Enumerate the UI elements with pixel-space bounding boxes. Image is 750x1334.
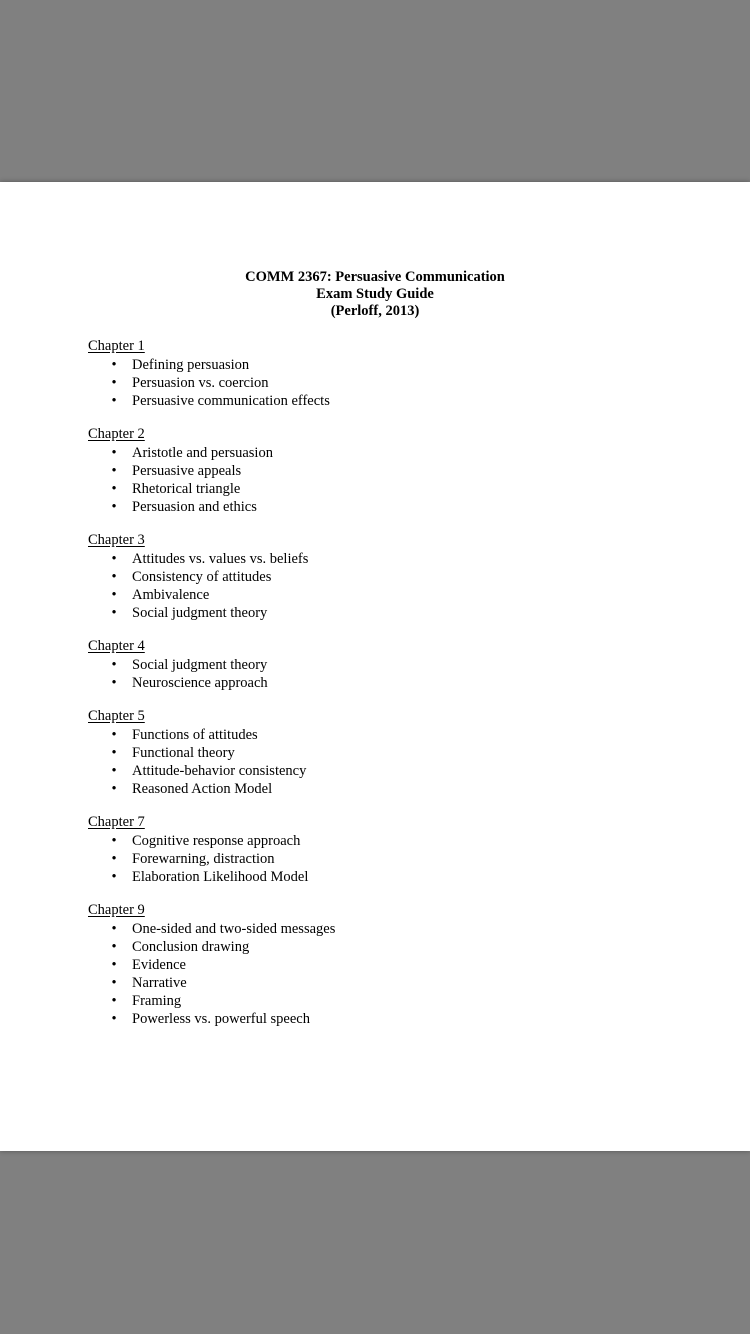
list-item (88, 938, 688, 956)
list-item (88, 568, 688, 586)
list-item (88, 762, 688, 780)
topic-text: Forewarning, distraction (132, 851, 275, 867)
bullet-icon: • (111, 939, 117, 955)
citation: (Perloff, 2013) (330, 303, 420, 319)
list-item (88, 374, 688, 392)
list-item (88, 920, 688, 938)
bullet-icon: • (111, 657, 117, 673)
list-item (88, 832, 688, 850)
list-item (88, 868, 688, 886)
chapter-section (88, 532, 688, 622)
topic-text: Narrative (132, 975, 187, 991)
guide-title: Exam Study Guide (316, 286, 434, 302)
chapter-heading: Chapter 4 (88, 638, 145, 654)
topic-text: Rhetorical triangle (132, 481, 241, 497)
course-title: COMM 2367: Persuasive Communication (245, 269, 505, 285)
document-title (0, 269, 750, 320)
bullet-icon: • (111, 445, 117, 461)
chapter-section (88, 338, 688, 410)
topic-list (88, 550, 688, 622)
chapter-heading: Chapter 5 (88, 708, 145, 724)
document-page (0, 182, 750, 1151)
list-item (88, 392, 688, 410)
bullet-icon: • (111, 957, 117, 973)
topic-text: Attitude-behavior consistency (132, 763, 307, 779)
topic-text: Consistency of attitudes (132, 569, 272, 585)
bullet-icon: • (111, 675, 117, 691)
list-item (88, 462, 688, 480)
topic-list (88, 356, 688, 410)
bullet-icon: • (111, 745, 117, 761)
topic-text: Attitudes vs. values vs. beliefs (132, 551, 309, 567)
list-item (88, 1010, 688, 1028)
list-item (88, 498, 688, 516)
topic-text: Evidence (132, 957, 186, 973)
bullet-icon: • (111, 605, 117, 621)
chapter-section (88, 638, 688, 692)
chapter-heading: Chapter 3 (88, 532, 145, 548)
list-item (88, 356, 688, 374)
chapter-heading: Chapter 1 (88, 338, 145, 354)
topic-list (88, 920, 688, 1028)
chapter-list (88, 338, 688, 1044)
topic-text: One-sided and two-sided messages (132, 921, 336, 937)
topic-text: Framing (132, 993, 182, 1009)
list-item (88, 586, 688, 604)
chapter-section (88, 902, 688, 1028)
bullet-icon: • (111, 781, 117, 797)
topic-text: Social judgment theory (132, 605, 268, 621)
bullet-icon: • (111, 375, 117, 391)
topic-text: Persuasion vs. coercion (132, 375, 269, 391)
topic-text: Persuasive communication effects (132, 393, 330, 409)
bullet-icon: • (111, 357, 117, 373)
bullet-icon: • (111, 727, 117, 743)
list-item (88, 444, 688, 462)
list-item (88, 480, 688, 498)
bullet-icon: • (111, 921, 117, 937)
bullet-icon: • (111, 975, 117, 991)
bullet-icon: • (111, 499, 117, 515)
bullet-icon: • (111, 587, 117, 603)
bullet-icon: • (111, 569, 117, 585)
topic-text: Reasoned Action Model (132, 781, 273, 797)
topic-list (88, 444, 688, 516)
bullet-icon: • (111, 993, 117, 1009)
chapter-section (88, 708, 688, 798)
topic-text: Ambivalence (132, 587, 210, 603)
topic-text: Elaboration Likelihood Model (132, 869, 309, 885)
bullet-icon: • (111, 393, 117, 409)
bullet-icon: • (111, 551, 117, 567)
chapter-section (88, 814, 688, 886)
list-item (88, 604, 688, 622)
list-item (88, 956, 688, 974)
list-item (88, 850, 688, 868)
list-item (88, 992, 688, 1010)
topic-text: Neuroscience approach (132, 675, 268, 691)
chapter-section (88, 426, 688, 516)
topic-text: Functions of attitudes (132, 727, 258, 743)
topic-text: Cognitive response approach (132, 833, 301, 849)
topic-text: Aristotle and persuasion (132, 445, 273, 461)
topic-text: Persuasive appeals (132, 463, 242, 479)
bullet-icon: • (111, 851, 117, 867)
topic-list (88, 656, 688, 692)
list-item (88, 744, 688, 762)
bullet-icon: • (111, 1011, 117, 1027)
bullet-icon: • (111, 869, 117, 885)
topic-text: Conclusion drawing (132, 939, 250, 955)
chapter-heading: Chapter 7 (88, 814, 145, 830)
bullet-icon: • (111, 463, 117, 479)
list-item (88, 674, 688, 692)
bullet-icon: • (111, 481, 117, 497)
list-item (88, 726, 688, 744)
topic-text: Social judgment theory (132, 657, 268, 673)
list-item (88, 780, 688, 798)
chapter-heading: Chapter 9 (88, 902, 145, 918)
chapter-heading: Chapter 2 (88, 426, 145, 442)
topic-list (88, 726, 688, 798)
topic-text: Defining persuasion (132, 357, 250, 373)
topic-text: Powerless vs. powerful speech (132, 1011, 310, 1027)
list-item (88, 656, 688, 674)
topic-list (88, 832, 688, 886)
topic-text: Functional theory (132, 745, 235, 761)
bullet-icon: • (111, 763, 117, 779)
bullet-icon: • (111, 833, 117, 849)
topic-text: Persuasion and ethics (132, 499, 257, 515)
list-item (88, 550, 688, 568)
list-item (88, 974, 688, 992)
